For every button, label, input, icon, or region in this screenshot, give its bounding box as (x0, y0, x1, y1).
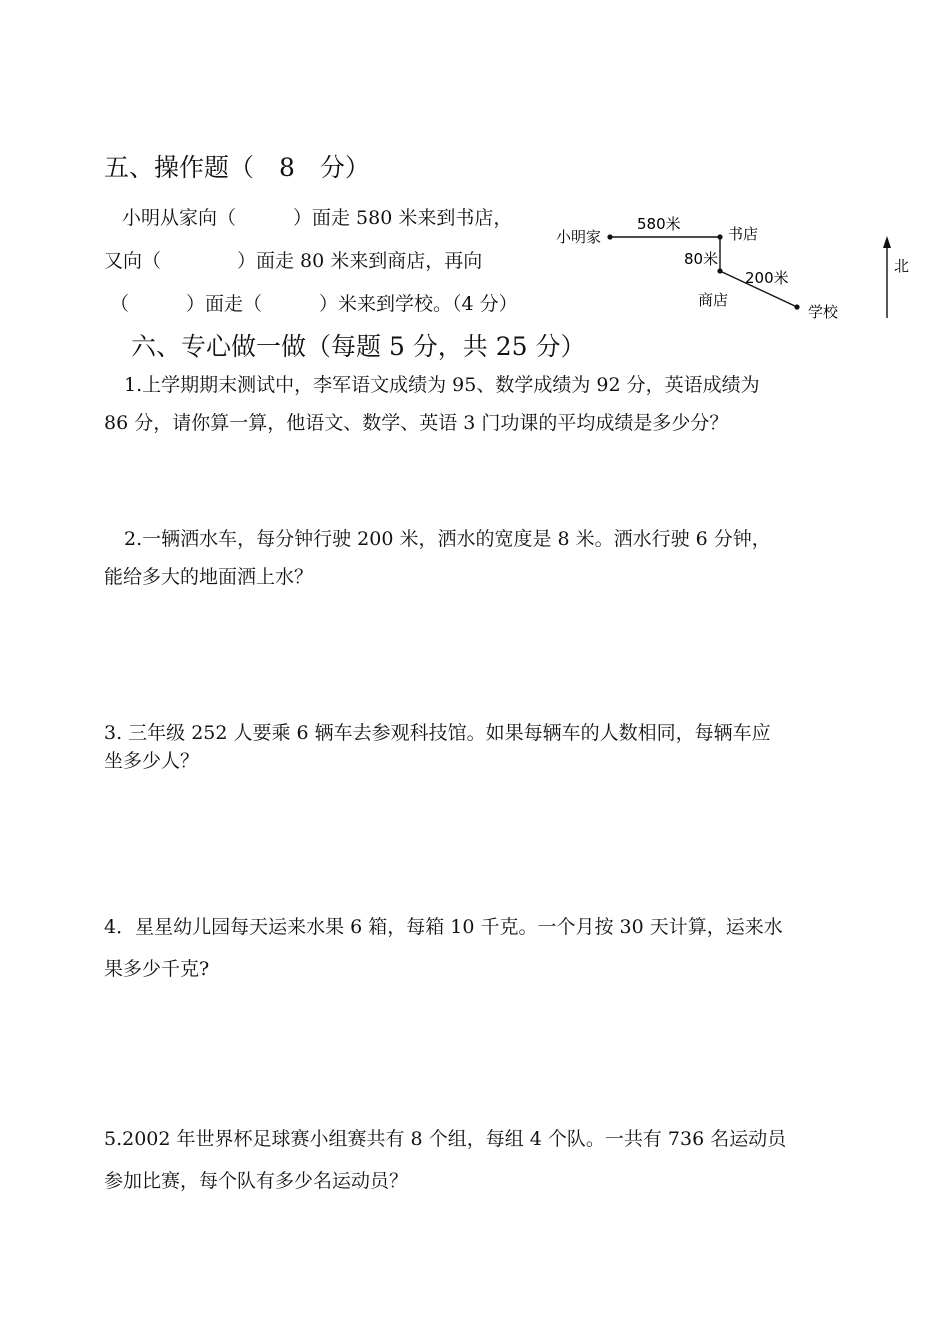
bookstore-dot-icon (717, 234, 722, 239)
q2-line1: 2.一辆洒水车，每分钟行驶 200 米，洒水的宽度是 8 米。洒水行驶 6 分钟， (124, 528, 771, 550)
school-dot-icon (794, 304, 799, 309)
q3-line1: 3. 三年级 252 人要乘 6 辆车去参观科技馆。如果每辆车的人数相同，每辆车应 (104, 722, 771, 744)
q4-line1: 4．星星幼儿园每天运来水果 6 箱，每箱 10 千克。一个月按 30 天计算，运来水 (104, 916, 783, 938)
section5-line3: （ ）面走（ ）米来到学校。（4 分） (110, 293, 518, 315)
label-dist-80: 80米 (684, 250, 719, 268)
label-dist-580: 580米 (637, 215, 681, 233)
section5-title: 五、操作题（ 8 分） (104, 153, 370, 182)
q1-line2: 86 分，请你算一算，他语文、数学、英语 3 门功课的平均成绩是多少分？ (104, 412, 729, 434)
section5-line1: 小明从家向（ ）面走 580 米来到书店， (122, 207, 513, 229)
home-dot-icon (607, 234, 612, 239)
q2-line2: 能给多大的地面洒上水？ (104, 566, 314, 588)
shop-dot-icon (717, 268, 722, 273)
q5-line1: 5.2002 年世界杯足球赛小组赛共有 8 个组，每组 4 个队。一共有 736 名运动员 (104, 1128, 787, 1150)
section5-line2: 又向（ ）面走 80 米来到商店，再向 (104, 250, 483, 272)
q4-line2: 果多少千克? (104, 958, 210, 980)
north-arrow-icon (883, 236, 891, 248)
route-map (550, 200, 930, 330)
section6-title: 六、专心做一做（每题 5 分，共 25 分） (131, 332, 586, 361)
q1-line1: 1.上学期期末测试中，李军语文成绩为 95、数学成绩为 92 分，英语成绩为 (124, 374, 760, 396)
label-north: 北 (894, 257, 910, 275)
q3-line2: 坐多少人？ (104, 750, 200, 772)
label-dist-200: 200米 (745, 269, 789, 287)
label-school: 学校 (808, 303, 839, 321)
label-shop: 商店 (698, 291, 729, 309)
q5-line2: 参加比赛，每个队有多少名运动员？ (104, 1170, 409, 1192)
label-home: 小明家 (556, 228, 602, 246)
label-bookstore: 书店 (728, 225, 759, 243)
